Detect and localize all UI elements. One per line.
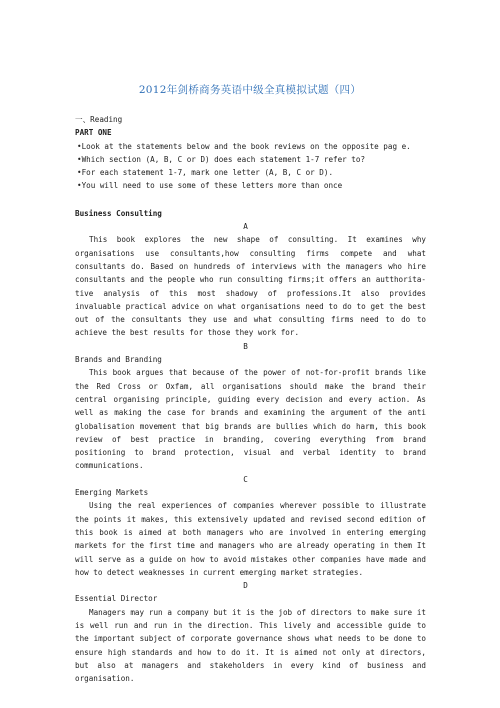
review-heading-d: Essential Director [75, 594, 158, 604]
page-title: 2012年剑桥商务英语中级全真模拟试题（四） [138, 84, 362, 96]
review-text-c: Using the real experiences of companies wherever possible to illustrate the points it makes, this extensively updated and revised second edition of this book is aimed at both managers who are involved in entering emerging markets for the first time and managers who are already operating in them It will serve as a guide on how to avoid mistakes other companies have made and how to detect weaknesses in current emerging market strategies. [75, 501, 426, 577]
instruction-item: •Which section (A, B, C or D) does each statement 1-7 refer to? [77, 154, 366, 164]
review-heading-a: Business Consulting [75, 208, 162, 218]
spacer [75, 193, 426, 207]
review-text-b: This book argues that because of the power of not-for-profit brands like the Red Cross or Oxfam, all organisations should make the brand their central organising principle, guiding every decision and every action. As well as making the case for brands and examining the argument of the anti globalisation movement that big brands are bullies which do harm, this book review of best practice in branding, covering everything from brand positioning to brand protection, visual and verbal identity to brand communications. [75, 368, 426, 471]
section-heading: 一、Reading [75, 115, 123, 124]
instruction-item: •You will need to use some of these letters more than once [77, 181, 343, 191]
part-heading: PART ONE [75, 128, 112, 138]
review-text-a: This book explores the new shape of consulting. It examines why organisations use consultants,how consulting firms compete and what consultants do. Based on hundreds of interviews with the managers who hire consultants and the people who run consulting firms;it offers an autthorita-tive analysis of this most shadowy of professions.It also provides invaluable practical advice on what organisations need to do to get the best out of the consultants they use and what consulting firms need to do to achieve the best results for those they work for. [75, 235, 426, 338]
instruction-item: •Look at the statements below and the book reviews on the opposite pag e. [77, 141, 411, 151]
review-letter-b: B [243, 341, 248, 351]
review-letter-a: A [243, 222, 248, 232]
document-body [75, 113, 426, 685]
review-text-d: Managers may run a company but it is the job of directors to make sure it is well run and run in the direction. This lively and accessible guide to the important subject of corporate governance shows what needs to be done to ensure high standards and how to do it. It is aimed not only at directors, but also at managers and stakeholders in every kind of business and organisation. [75, 607, 426, 684]
review-heading-b: Brands and Branding [75, 355, 162, 365]
review-letter-d: D [243, 581, 248, 591]
review-heading-c: Emerging Markets [75, 488, 149, 498]
review-letter-c: C [243, 474, 248, 484]
instruction-item: •For each statement 1-7, mark one letter (A, B, C or D). [77, 168, 334, 178]
